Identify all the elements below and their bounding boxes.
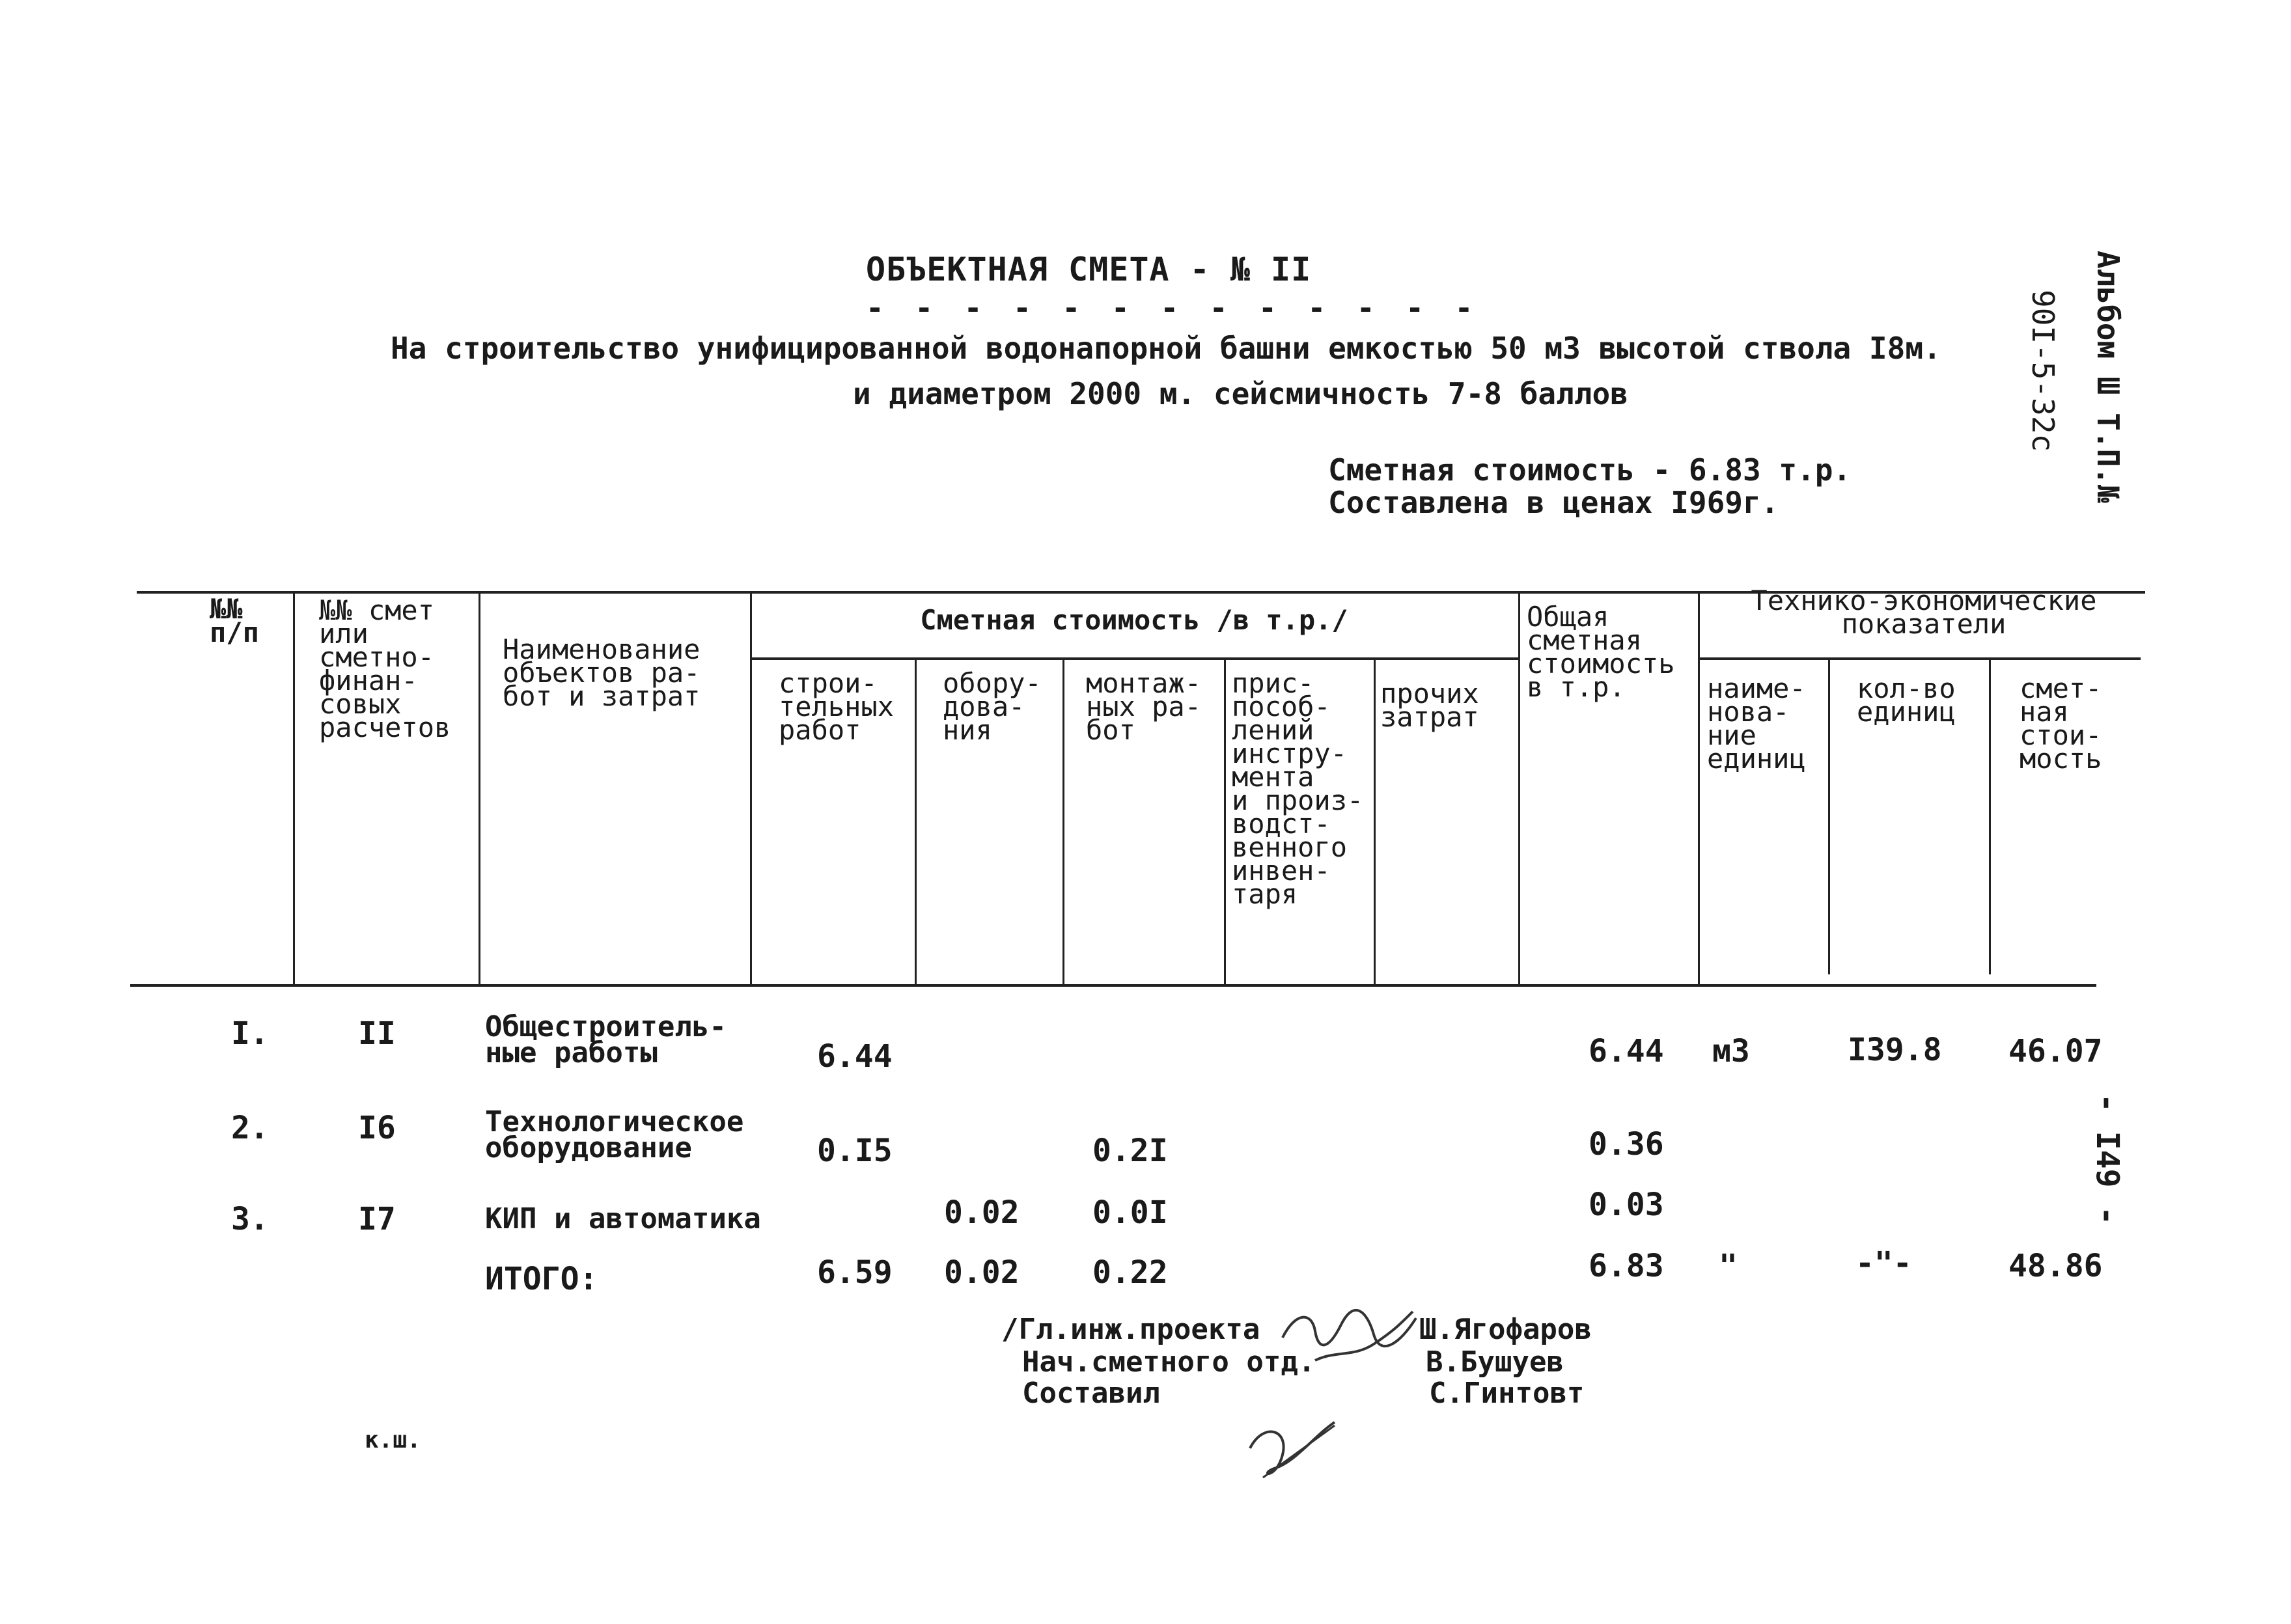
row3-estimate: I7 <box>358 1201 396 1237</box>
col-divider <box>1374 659 1376 985</box>
cost-group-rule <box>750 657 1518 660</box>
row2-estimate: I6 <box>358 1110 396 1146</box>
col-divider <box>293 592 295 985</box>
header-name: Наименование объектов ра- бот и затрат <box>503 633 701 712</box>
col-divider <box>750 592 752 985</box>
side-project-code: 90I-5-32с <box>2025 290 2061 452</box>
col-divider <box>479 592 480 985</box>
row3-total: 0.03 <box>1589 1187 1664 1223</box>
header-unit-cost: смет- ная стои- мость <box>2020 672 2102 775</box>
row2-total: 0.36 <box>1589 1126 1664 1163</box>
row1-num: I. <box>231 1015 269 1052</box>
total-construction: 6.59 <box>817 1254 893 1291</box>
total-qty: -"- <box>1855 1245 1912 1282</box>
row2-installation: 0.2I <box>1092 1133 1168 1169</box>
total-equipment: 0.02 <box>944 1254 1020 1291</box>
col-divider <box>1518 592 1520 985</box>
col-divider <box>1989 659 1991 974</box>
row2-construction: 0.I5 <box>817 1133 893 1169</box>
total-unit-cost: 48.86 <box>2008 1248 2103 1284</box>
header-construction: строи- тельных работ <box>779 667 895 746</box>
col-divider <box>915 659 917 985</box>
total-label: ИТОГО: <box>485 1261 598 1297</box>
row3-equipment: 0.02 <box>944 1194 1020 1231</box>
row1-construction: 6.44 <box>817 1038 893 1075</box>
row1-unit-cost: 46.07 <box>2008 1033 2103 1069</box>
signature-name-compiler: С.Гинтовт <box>1429 1377 1585 1410</box>
footer-code: к.ш. <box>365 1427 421 1453</box>
row1-unit: м3 <box>1712 1033 1750 1069</box>
row2-num: 2. <box>231 1110 269 1146</box>
document-title: ОБЪЕКТНАЯ СМЕТА - № II <box>866 251 1312 288</box>
total-sum: 6.83 <box>1589 1248 1664 1284</box>
header-unit-name: наиме- нова- ние единиц <box>1707 672 1806 775</box>
header-installation: монтаж- ных ра- бот <box>1086 667 1202 746</box>
row2-name: Технологическое оборудование <box>485 1105 744 1164</box>
signature-role-chief-engineer: /Гл.инж.проекта <box>1001 1313 1260 1346</box>
header-num: №№ п/п <box>210 593 259 648</box>
estimate-cost: Сметная стоимость - 6.83 т.р. <box>1328 452 1852 488</box>
header-estimate-no: №№ смет или сметно- финан- совых расчетов <box>319 594 451 743</box>
signature-role-estimate-head: Нач.сметного отд. <box>1022 1345 1316 1379</box>
total-installation: 0.22 <box>1092 1254 1168 1291</box>
handwritten-signature-1 <box>1276 1299 1426 1377</box>
col-divider <box>1224 659 1226 985</box>
header-tech-group: Технико-экономические показатели <box>1751 585 2097 640</box>
header-bottom-rule <box>130 984 2096 987</box>
signature-name-estimate-head: В.Бушуев <box>1426 1345 1564 1379</box>
signature-role-compiler: Составил <box>1022 1377 1160 1410</box>
header-equipment: обору- дова- ния <box>943 667 1042 746</box>
subtitle-line-1: На строительство унифицированной водонапорной башни емкостью 50 м3 высотой ствола I8м. <box>391 331 1941 366</box>
row3-num: 3. <box>231 1201 269 1237</box>
signature-name-chief-engineer: Ш.Ягофаров <box>1419 1313 1592 1346</box>
tech-group-rule <box>1698 657 2141 660</box>
col-divider <box>1062 659 1064 985</box>
col-divider <box>1828 659 1830 974</box>
side-album-label: Альбом Ш Т.П.№ <box>2090 251 2126 503</box>
subtitle-line-2: и диаметром 2000 м. сейсмичность 7-8 баллов <box>853 376 1628 411</box>
row3-installation: 0.0I <box>1092 1194 1168 1231</box>
row1-estimate: II <box>358 1015 396 1052</box>
page-number: - I49 - <box>2089 1094 2126 1226</box>
total-unit: " <box>1719 1248 1738 1284</box>
header-tools: прис- пособ- лений инстру- мента и произ- водст- венного инвен- таря <box>1232 667 1364 910</box>
header-unit-count: кол-во единиц <box>1857 672 1956 728</box>
handwritten-signature-2 <box>1237 1409 1348 1487</box>
row1-qty: I39.8 <box>1848 1032 1942 1068</box>
col-divider <box>1698 592 1700 985</box>
title-underline: - - - - - - - - - - - - - <box>866 290 1480 325</box>
row1-name: Общестроитель- ные работы <box>485 1010 727 1069</box>
row1-total: 6.44 <box>1589 1033 1664 1069</box>
header-cost-group: Сметная стоимость /в т.р./ <box>920 604 1348 636</box>
row3-name: КИП и автоматика <box>485 1202 761 1235</box>
header-other: прочих затрат <box>1380 678 1479 733</box>
price-basis: Составлена в ценах I969г. <box>1328 485 1779 520</box>
header-total: Общая сметная стоимость в т.р. <box>1527 601 1675 703</box>
